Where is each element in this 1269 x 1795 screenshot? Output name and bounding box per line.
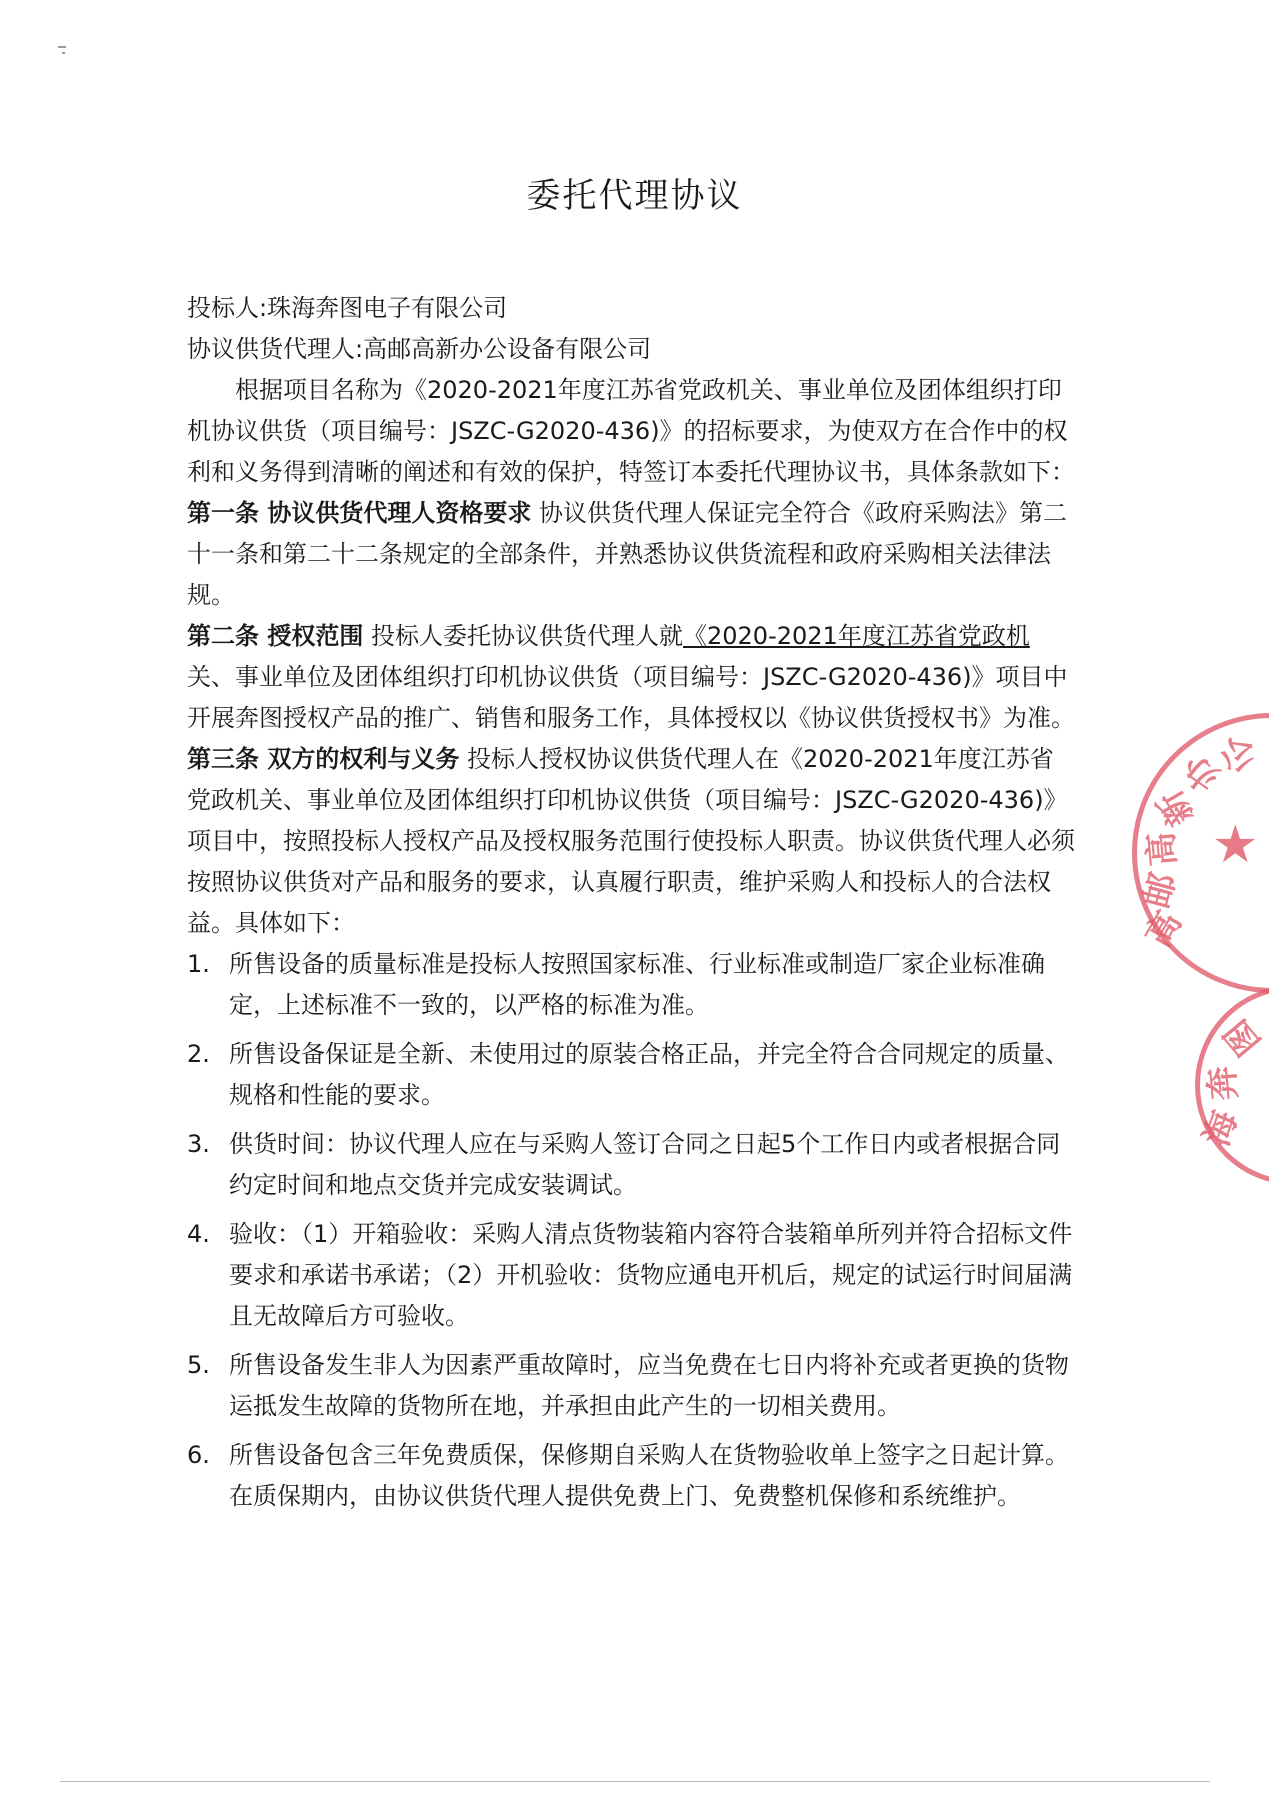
list-item-text: 所售设备发生非人为因素严重故障时，应当免费在七日内将补充或者更换的货物运抵发生故障的货物所在地，并承担由此产生的一切相关费用。 bbox=[229, 1351, 1069, 1420]
document-body bbox=[187, 288, 1075, 1525]
company-seal-lower bbox=[1185, 975, 1269, 1185]
list-item-text: 所售设备保证是全新、未使用过的原装合格正品，并完全符合合同规定的质量、规格和性能的要求。 bbox=[229, 1040, 1069, 1109]
list-item-number: 6. bbox=[187, 1441, 210, 1469]
list-item bbox=[187, 1034, 1075, 1116]
article-3 bbox=[187, 739, 1075, 944]
seal-char: 高 bbox=[1138, 904, 1190, 954]
article-2-heading: 第二条 授权范围 bbox=[187, 622, 364, 650]
list-item bbox=[187, 1435, 1075, 1517]
list-item-number: 1. bbox=[187, 950, 210, 978]
list-item-text: 供货时间：协议代理人应在与采购人签订合同之日起5个工作日内或者根据合同约定时间和地点交货并完成安装调试。 bbox=[229, 1130, 1061, 1199]
article-2-text: 投标人委托协议供货代理人就 bbox=[363, 622, 683, 650]
list-item-number: 5. bbox=[187, 1351, 210, 1379]
article-1-text: 协议供货代理人保证完全符合《政府采购法》第二十一条和第二十二条规定的全部条件，并熟悉协议供货流程和政府采购相关法律法规。 bbox=[187, 499, 1067, 609]
seal-char: 海 bbox=[1196, 1105, 1246, 1152]
article-1 bbox=[187, 493, 1075, 616]
agent-line: 协议供货代理人:高邮高新办公设备有限公司 bbox=[187, 335, 652, 363]
list-item-number: 3. bbox=[187, 1130, 210, 1158]
article-2-underlined-text: 《2020-2021年度江苏省党政机 bbox=[683, 622, 1030, 650]
list-item-text: 所售设备包含三年免费质保，保修期自采购人在货物验收单上签字之日起计算。在质保期内，由协议供货代理人提供免费上门、免费整机保修和系统维护。 bbox=[229, 1441, 1069, 1510]
list-item-text: 验收：（1）开箱验收：采购人清点货物装箱内容符合装箱单所列并符合招标文件要求和承诺书承诺；（2）开机验收：货物应通电开机后，规定的试运行时间届满且无故障后方可验收。 bbox=[229, 1220, 1073, 1330]
intro-paragraph: 根据项目名称为《2020-2021年度江苏省党政机关、事业单位及团体组织打印机协议供货（项目编号：JSZC-G2020-436)》的招标要求，为使双方在合作中的权利和义务得到清晰的阐述和有效的保护，特签订本委托代理协议书，具体条款如下： bbox=[187, 376, 1075, 486]
company-seal-upper bbox=[1120, 705, 1269, 1005]
document-title: 委托代理协议 bbox=[526, 176, 743, 216]
article-2 bbox=[187, 616, 1075, 739]
list-item bbox=[187, 944, 1075, 1026]
list-item bbox=[187, 1124, 1075, 1206]
article-2-text-continued: 关、事业单位及团体组织打印机协议供货（项目编号：JSZC-G2020-436)》项目中开展奔图授权产品的推广、销售和服务工作，具体授权以《协议供货授权书》为准。 bbox=[187, 663, 1075, 732]
obligations-list bbox=[187, 944, 1075, 1517]
seal-char: 图 bbox=[1216, 1011, 1269, 1064]
seal-char: 高 bbox=[1141, 830, 1184, 868]
scan-mark bbox=[58, 46, 66, 48]
list-item-number: 2. bbox=[187, 1040, 210, 1068]
list-item bbox=[187, 1345, 1075, 1427]
list-item bbox=[187, 1214, 1075, 1337]
scan-mark bbox=[62, 52, 65, 54]
seal-star-icon: ★ bbox=[1212, 815, 1259, 875]
list-item-number: 4. bbox=[187, 1220, 210, 1248]
seal-char: 奔 bbox=[1202, 1064, 1245, 1102]
bottom-edge-rule bbox=[60, 1781, 1210, 1782]
seal-char: 办 bbox=[1175, 746, 1227, 799]
seal-char: 新 bbox=[1150, 783, 1202, 833]
article-3-heading: 第三条 双方的权利与义务 bbox=[187, 745, 460, 773]
article-1-heading: 第一条 协议供货代理人资格要求 bbox=[187, 499, 532, 527]
article-3-text: 投标人授权协议供货代理人在《2020-2021年度江苏省党政机关、事业单位及团体组织打印机协议供货（项目编号：JSZC-G2020-436)》项目中，按照投标人授权产品及授权服务范围行使投标人职责。协议供货代理人必须按照协议供货对产品和服务的要求，认真履行职责，维护采购人和投标人的合法权益。具体如下： bbox=[187, 745, 1075, 937]
list-item-text: 所售设备的质量标准是投标人按照国家标准、行业标准或制造厂家企业标准确定，上述标准不一致的，以严格的标准为准。 bbox=[229, 950, 1045, 1019]
bidder-line: 投标人:珠海奔图电子有限公司 bbox=[187, 294, 508, 322]
seal-char: 公 bbox=[1216, 730, 1260, 778]
seal-char: 邮 bbox=[1136, 868, 1185, 913]
